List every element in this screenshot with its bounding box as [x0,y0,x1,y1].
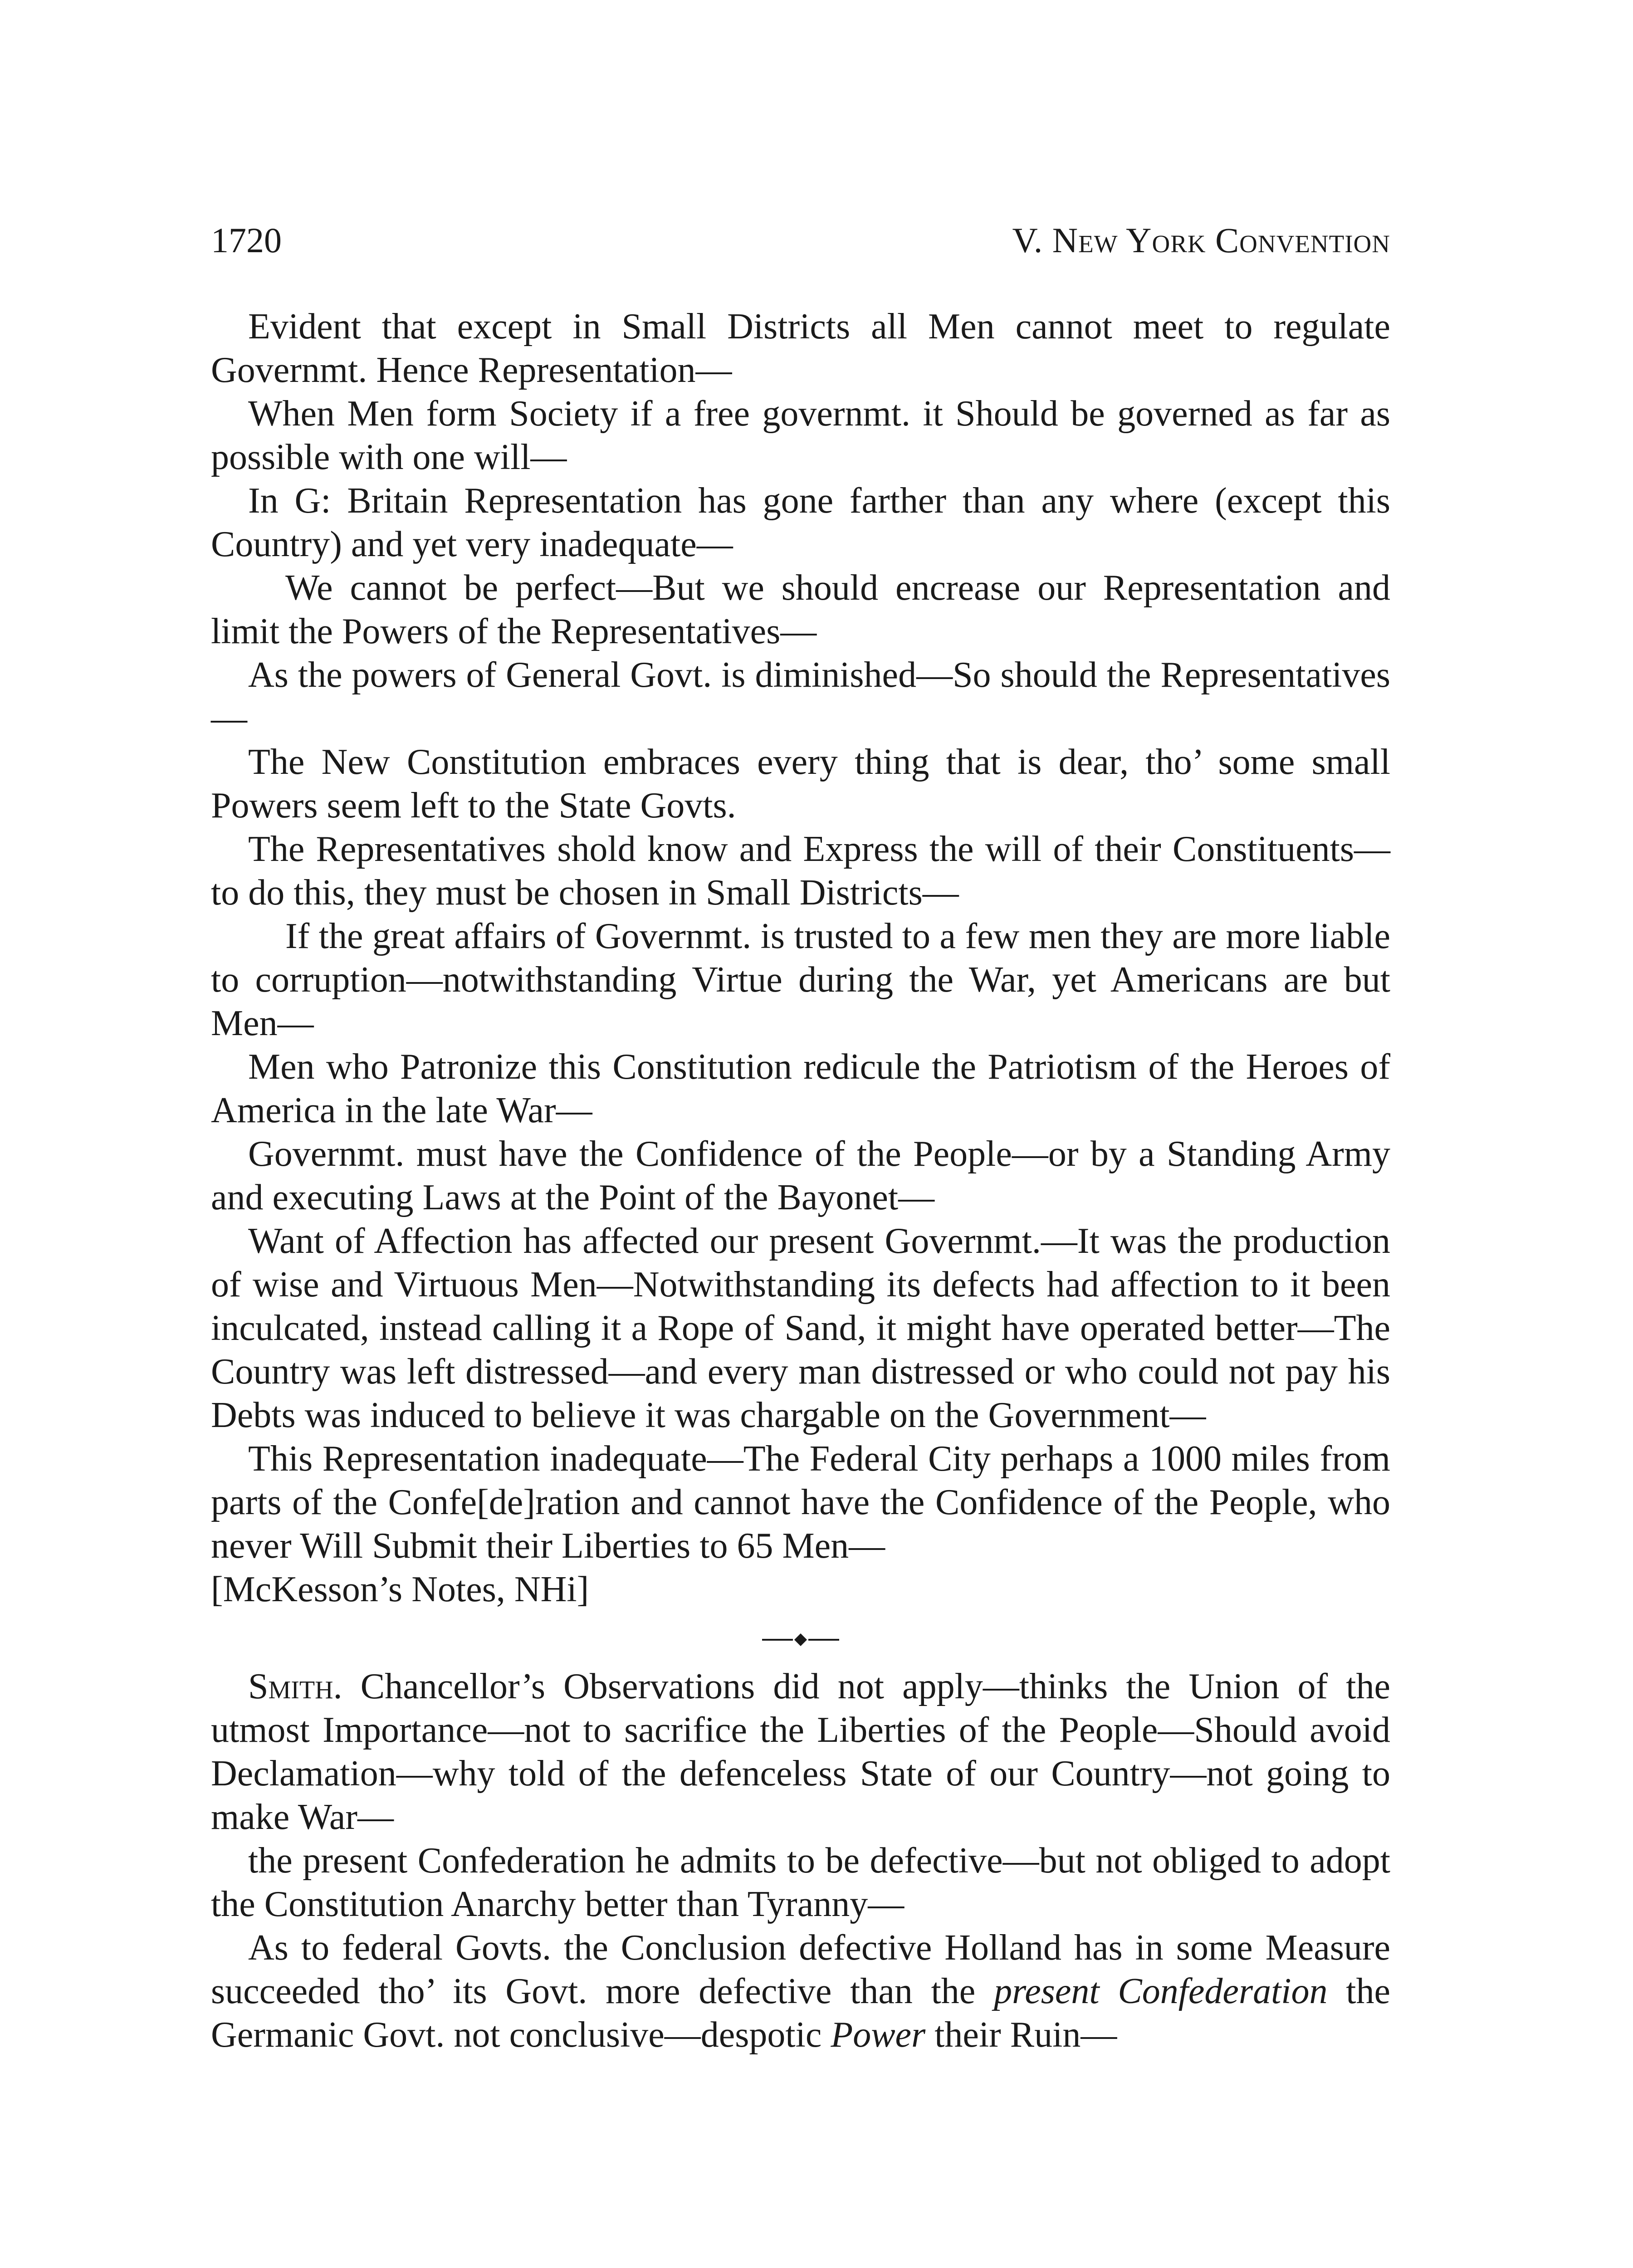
paragraph: If the great affairs of Governmt. is trusted to a few men they are more liable to corruption—notwithstanding Virtue during the War, yet Americans are but Men— [211,916,1390,1043]
paragraph: We cannot be perfect—But we should encrease our Representation and limit the Powers of the Representatives— [211,568,1390,651]
smith-paragraph-1-text: . Chancellor’s Observations did not apply—thinks the Union of the utmost Importance—not to sacrifice the Liberties of the People—Should avoid Declamation—why told of the defenceless State of our Country—not going to make War— [211,1667,1390,1837]
italic-power: Power [831,2015,926,2055]
smith-paragraph-1 [211,1665,1390,1839]
smith-paragraph-3-end: their Ruin— [925,2015,1117,2055]
paragraph: Governmt. must have the Confidence of the People—or by a Standing Army and executing Laws at the Point of the Bayonet— [211,1134,1390,1217]
smith-paragraph-3-middle: the Germanic Govt. not conclusive—despotic [211,1971,1391,2055]
paragraph: This Representation inadequate—The Federal City perhaps a 1000 miles from parts of the Confe[de]ration and cannot have the Confidence of the People, who never Will Submit their Liberties to 65 Men— [211,1439,1390,1566]
page-header [211,213,1390,268]
paragraph: When Men form Society if a free governmt. it Should be governed as far as possible with one will— [211,394,1390,477]
source-note: [McKesson’s Notes, NHi] [211,1569,589,1609]
paragraph: The Representatives shold know and Express the will of their Constituents—to do this, they must be chosen in Small Districts— [211,829,1390,913]
speaker-name: Smith [248,1667,333,1706]
paragraph: Men who Patronize this Constitution redicule the Patriotism of the Heroes of America in the late War— [211,1047,1390,1130]
paragraph: Want of Affection has affected our present Governmt.—It was the production of wise and Virtuous Men—Notwithstanding its defects had affection to it been inculcated, instead calling it a Rope of Sand, it might have operated better—The Country was left distressed—and every man distressed or who could not pay his Debts was induced to believe it was chargable on the Government— [211,1221,1390,1435]
paragraph: The New Constitution embraces every thing that is dear, tho’ some small Powers seem left to the State Govts. [211,742,1390,826]
smith-paragraph-2: the present Confederation he admits to be defective—but not obliged to adopt the Constitution Anarchy better than Tyranny— [211,1841,1390,1924]
body-text [211,305,1390,2057]
italic-present-confederation: present Confederation [994,1971,1328,2011]
smith-paragraph-3 [211,1926,1390,2057]
running-head: V. New York Convention [1012,220,1390,260]
smith-paragraph-3-start: As to federal Govts. the Conclusion defective Holland has in some Measure succeeded tho’ its Govt. more defective than the [211,1928,1390,2011]
section-ornament [211,1619,1390,1660]
page-number: 1720 [211,220,282,260]
paragraph: In G: Britain Representation has gone farther than any where (except this Country) and yet very inadequate— [211,481,1390,564]
paragraph: Evident that except in Small Districts all Men cannot meet to regulate Governmt. Hence Representation— [211,307,1390,390]
paragraph: As the powers of General Govt. is diminished—So should the Representatives— [211,655,1390,738]
diamond-rule-ornament-icon [762,1631,839,1649]
